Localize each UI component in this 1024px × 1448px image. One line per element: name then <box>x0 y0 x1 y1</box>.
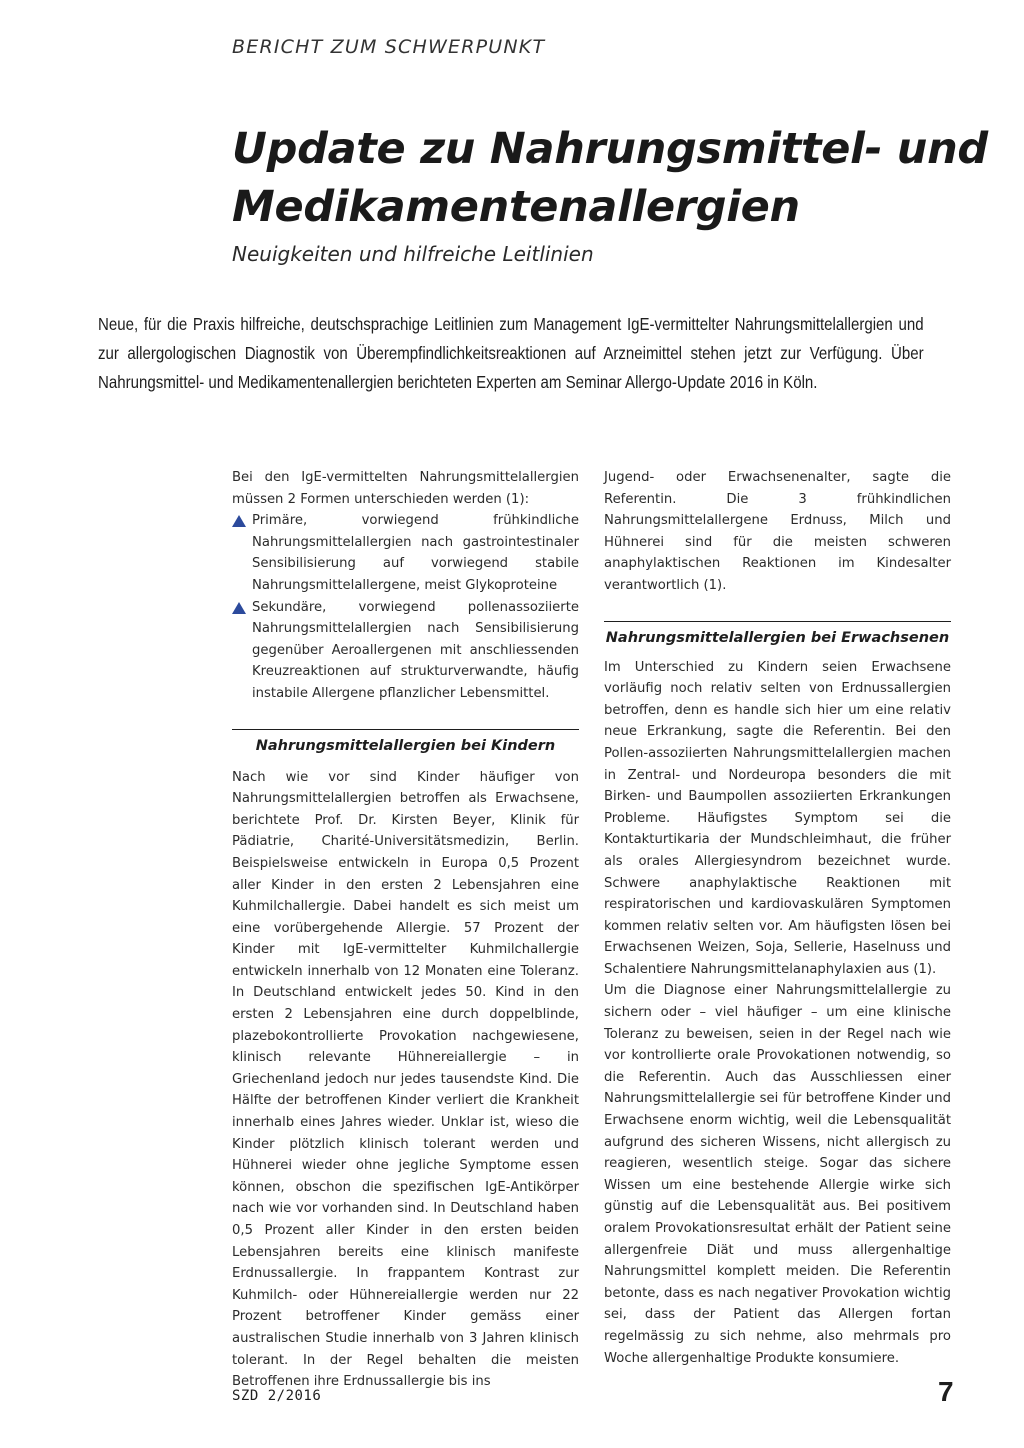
page-number: 7 <box>938 1376 954 1407</box>
journal-issue: SZD 2/2016 <box>232 1388 322 1404</box>
bullet-text: Sekundäre, vorwiegend pollenassoziierte Nahrungsmittelallergien nach Sensibilisierung gegenüber Aeroallergenen mit anschliessenden Kreuzreaktionen auf strukturverwandte, häufig instabile Allergene pflanzlicher Lebensmittel. <box>252 599 579 701</box>
article-subtitle: Neuigkeiten und hilfreiche Leitlinien <box>232 242 594 266</box>
continuation-paragraph: Jugend- oder Erwachsenenalter, sagte die Referentin. Die 3 frühkindlichen Nahrungsmittelallergene Erdnuss, Milch und Hühnerei sind für die meisten schweren anaphylaktischen Reaktionen im Kindesalter verantwortlich (1). <box>604 470 951 593</box>
right-column <box>604 467 951 1369</box>
lead-paragraph: Neue, für die Praxis hilfreiche, deutschsprachige Leitlinien zum Management IgE-vermittelter Nahrungsmittelallergien und zur allergologischen Diagnostik von Überempfindlichkeitsreaktionen auf Arzneimittel stehen jetzt zur Verfügung. Über Nahrungsmittel- und Medikamentenallergien berichteten Experten am Seminar Allergo-Update 2016 in Köln. <box>98 314 924 392</box>
section-heading-erwachsene: Nahrungsmittelallergien bei Erwachsenen <box>604 621 951 649</box>
bullet-item <box>232 510 579 596</box>
section-kicker: BERICHT ZUM SCHWERPUNKT <box>232 36 546 58</box>
section-heading-kinder: Nahrungsmittelallergien bei Kindern <box>232 729 579 757</box>
bullet-item <box>232 597 579 705</box>
intro-paragraph: Bei den IgE-vermittelten Nahrungsmittelallergien müssen 2 Formen unterschieden werden (1): <box>232 470 579 507</box>
bullet-text: Primäre, vorwiegend frühkindliche Nahrungsmittelallergien nach gastrointestinaler Sensibilisierung auf vorwiegend stabile Nahrungsmittelallergene, meist Glykoproteine <box>252 513 579 593</box>
triangle-bullet-icon <box>232 602 246 614</box>
body-paragraph: Nach wie vor sind Kinder häufiger von Nahrungsmittelallergien betroffen als Erwachsene, berichtete Prof. Dr. Kirsten Beyer, Klinik für Pädiatrie, Charité-Universitätsmedizin, Berlin. Beispielsweise entwickeln in Europa 0,5 Prozent aller Kinder in den ersten 2 Lebensjahren eine Kuhmilchallergie. Dabei handelt es sich meist um eine vorübergehende Allergie. 57 Prozent der Kinder mit IgE-vermittelter Kuhmilchallergie entwickeln innerhalb von 12 Monaten eine Toleranz. In Deutschland entwickelt jedes 50. Kind in den ersten 2 Lebensjahren eine durch doppelblinde, plazebokontrollierte Provokation nachgewiesene, klinisch relevante Hühnereiallergie – in Griechenland jedoch nur jedes tausendste Kind. Die Hälfte der betroffenen Kinder verliert die Krankheit innerhalb eines Jahres wieder. Unklar ist, wieso die Kinder plötzlich klinisch tolerant werden und Hühnerei wieder ohne jegliche Symptome essen können, obschon die spezifischen IgE-Antikörper nach wie vor vorhanden sind. In Deutschland haben 0,5 Prozent aller Kinder in den ersten beiden Lebensjahren bereits eine klinisch manifeste Erdnussallergie. In frappantem Kontrast zur Kuhmilch- oder Hühnereiallergie werden nur 22 Prozent betroffener Kinder gemäss einer australischen Studie innerhalb von 3 Jahren klinisch tolerant. In der Regel behalten die meisten Betroffenen ihre Erdnussallergie bis ins <box>232 769 579 1390</box>
left-column <box>232 467 579 1393</box>
body-paragraph: Im Unterschied zu Kindern seien Erwachsene vorläufig noch relativ selten von Erdnussallergien betroffen, denn es handle sich hier um eine relativ neue Erkrankung, sagte die Referentin. Bei den Pollen-assoziierten Nahrungsmittelallergien machen in Zentral- und Nordeuropa besonders die mit Birken- und Baumpollen assoziierten Erkrankungen Probleme. Häufigstes Symptom sei die Kontakturtikaria der Mundschleimhaut, die früher als orales Allergiesyndrom bezeichnet wurde. Schwere anaphylaktische Reaktionen mit respiratorischen und kardiovaskulären Symptomen kommen relativ selten vor. Am häufigsten lösen bei Erwachsenen Weizen, Soja, Sellerie, Haselnuss und Schalentiere Nahrungsmittelanaphylaxien aus (1). <box>604 659 951 977</box>
article-title: Update zu Nahrungsmittel- und Medikamentenallergien <box>232 124 988 232</box>
body-paragraph: Um die Diagnose einer Nahrungsmittelallergie zu sichern oder – viel häufiger – um eine klinische Toleranz zu beweisen, seien in der Regel nach wie vor kontrollierte orale Provokationen notwendig, so die Referentin. Auch das Ausschliessen einer Nahrungsmittelallergie sei für betroffene Kinder und Erwachsene enorm wichtig, weil die Lebensqualität aufgrund des sicheren Wissens, nicht allergisch zu reagieren, wesentlich steige. Sogar das sichere Wissen um eine bestehende Allergie wirke sich günstig auf die Lebensqualität aus. Bei positivem oralem Provokationsresultat erhält der Patient seine allergenfreie Diät und muss allergenhaltige Nahrungsmittel komplett meiden. Die Referentin betonte, dass es nach negativer Provokation wichtig sei, dass der Patient das Allergen fortan regelmässig zu sich nehme, also mehrmals pro Woche allergenhaltige Produkte konsumiere. <box>604 983 951 1366</box>
triangle-bullet-icon <box>232 515 246 527</box>
